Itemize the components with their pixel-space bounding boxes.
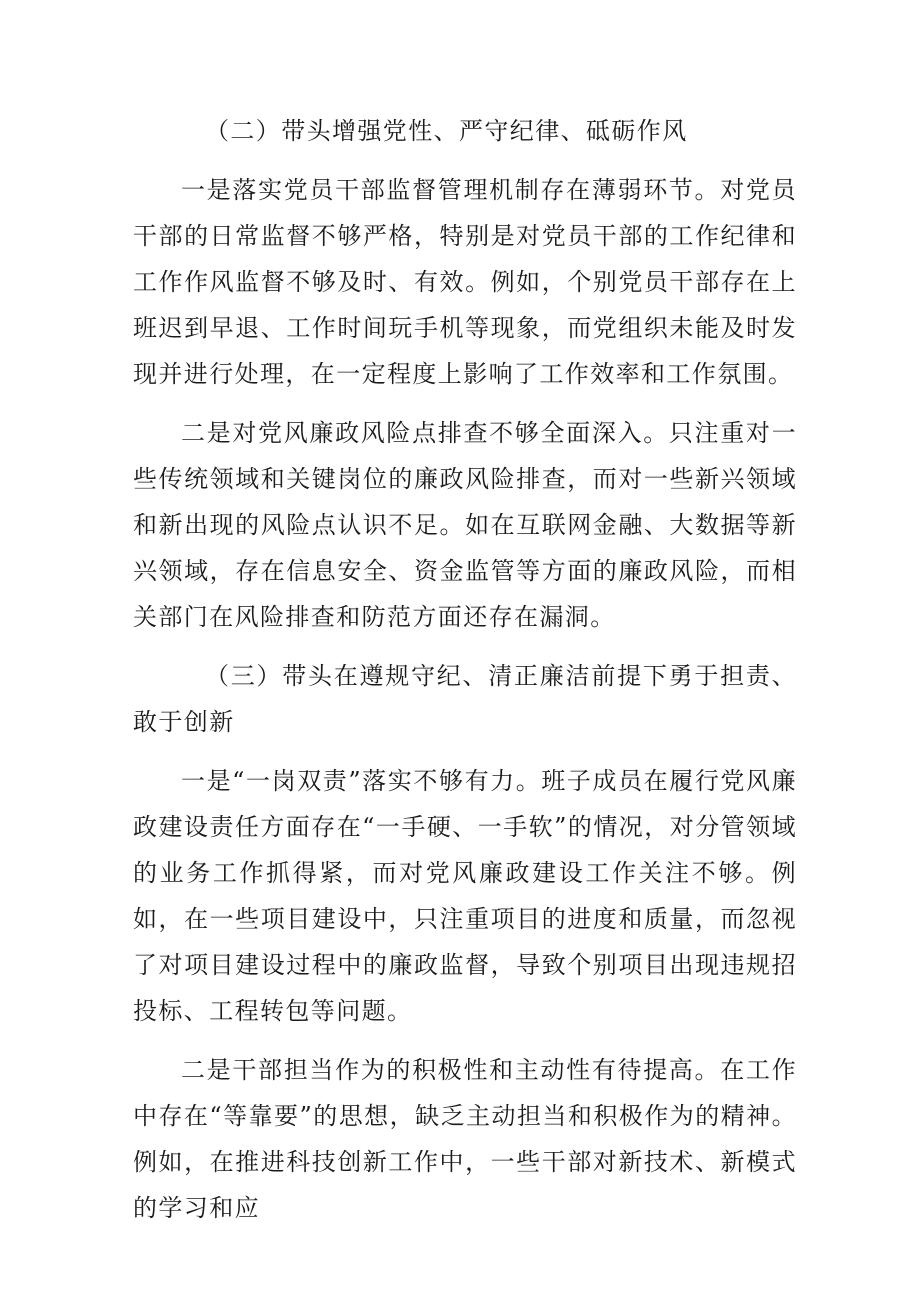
- paragraph: 二是干部担当作为的积极性和主动性有待提高。在工作中存在“等靠要”的思想，缺乏主动担当和积极作为的精神。例如，在推进科技创新工作中，一些干部对新技术、新模式的学习和应: [133, 1056, 797, 1222]
- paragraph: 二是对党风廉政风险点排查不够全面深入。只注重对一些传统领域和关键岗位的廉政风险排查，而对一些新兴领域和新出现的风险点认识不足。如在互联网金融、大数据等新兴领域，存在信息安全、资金监管等方面的廉政风险，而相关部门在风险排查和防范方面还存在漏洞。: [133, 419, 797, 631]
- section-heading-2: （二）带头增强党性、严守纪律、砥砺作风: [205, 117, 688, 145]
- document-body: [133, 108, 797, 1244]
- paragraph: 一是“一岗双责”落实不够有力。班子成员在履行党风廉政建设责任方面存在“一手硬、一手软”的情况，对分管领域的业务工作抓得紧，而对党风廉政建设工作关注不够。例如，在一些项目建设中，只注重项目的进度和质量，而忽视了对项目建设过程中的廉政监督，导致个别项目出现违规招投标、工程转包等问题。: [133, 767, 797, 1025]
- section-heading-3: （三）带头在遵规守纪、清正廉洁前提下勇于担责、敢于创新: [133, 662, 797, 736]
- paragraph: 一是落实党员干部监督管理机制存在薄弱环节。对党员干部的日常监督不够严格，特别是对党员干部的工作纪律和工作作风监督不够及时、有效。例如，个别党员干部存在上班迟到早退、工作时间玩手机等现象，而党组织未能及时发现并进行处理，在一定程度上影响了工作效率和工作氛围。: [133, 176, 797, 388]
